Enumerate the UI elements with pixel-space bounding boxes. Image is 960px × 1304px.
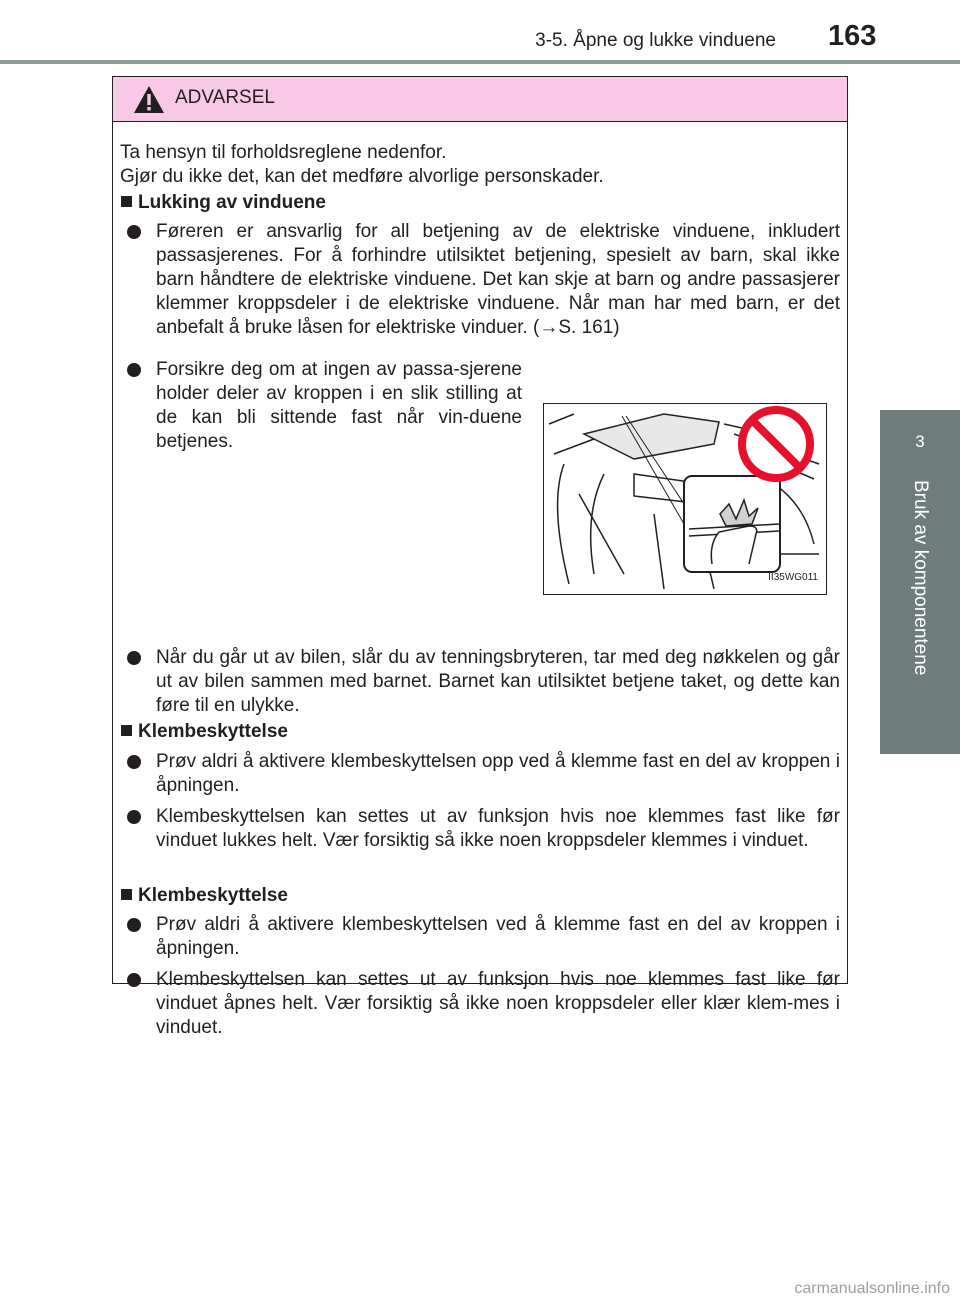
warning-title: ADVARSEL [175,87,275,108]
square-bullet-icon [121,889,132,900]
list-item: Når du går ut av bilen, slår du av tenningsbryteren, tar med deg nøkkelen og går ut av bilen sammen med barnet. Barnet kan utilsiktet betjene taket, og dette kan føre til en ulykke. [156,647,840,716]
page-number: 163 [828,20,877,52]
intro-line-1: Ta hensyn til forholdsreglene nedenfor. [120,142,447,163]
warning-header [113,77,847,122]
section-heading-text: Klembeskyttelse [138,885,288,906]
circle-bullet-icon [127,225,141,239]
circle-bullet-icon [127,810,141,824]
section-title: 3-5. Åpne og lukke vinduene [535,30,776,51]
list-item: Føreren er ansvarlig for all betjening av de elektriske vinduene, inkludert passasjerenes. For å forhindre utilsiktet betjening, spesielt av barn, skal ikke barn håndtere de elektriske vinduene. Det kan skje at barn og andre passasjerer klemmer kroppsdeler i de elektriske vinduene. Når man har med barn, er det anbefalt å bruke låsen for elektriske vinduer. (→S. 161) [156,221,840,338]
intro-line-2: Gjør du ikke det, kan det medføre alvorlige personskader. [120,166,604,187]
chapter-tab [880,410,960,754]
section-heading-text: Klembeskyttelse [138,721,288,742]
circle-bullet-icon [127,755,141,769]
circle-bullet-icon [127,363,141,377]
section-heading-text: Lukking av vinduene [138,192,326,213]
circle-bullet-icon [127,973,141,987]
circle-bullet-icon [127,918,141,932]
square-bullet-icon [121,196,132,207]
list-item: Prøv aldri å aktivere klembeskyttelsen ved å klemme fast en del av kroppen i åpningen. [156,914,840,959]
square-bullet-icon [121,725,132,736]
header-rule [0,60,960,64]
window-pinch-illustration [543,403,827,595]
warning-triangle-icon [133,85,165,114]
illustration-code: II35WG011 [768,572,818,583]
section-heading [121,191,326,215]
circle-bullet-icon [127,651,141,665]
warning-box [112,76,848,1038]
list-item: Prøv aldri å aktivere klembeskyttelsen opp ved å klemme fast en del av kroppen i åpningen. [156,751,840,796]
list-item: Klembeskyttelsen kan settes ut av funksjon hvis noe klemmes fast like før vinduet lukkes helt. Vær forsiktig så ikke noen kroppsdeler klemmes i vinduet. [156,806,840,851]
warning-intro [120,141,840,189]
chapter-label: Bruk av komponentene [910,480,931,676]
chapter-number: 3 [915,432,925,451]
list-item: Klembeskyttelsen kan settes ut av funksjon hvis noe klemmes fast like før vinduet åpnes helt. Vær forsiktig så ikke noen kroppsdeler eller klær klem-mes i vinduet. [156,969,840,1038]
list-item: Forsikre deg om at ingen av passa-sjerene holder deler av kroppen i en slik stilling at de kan bli sittende fast når vin-duene betjenes. [156,359,522,452]
section-heading [121,884,288,908]
footer-watermark: carmanualsonline.info [794,1280,950,1297]
section-heading [121,720,288,744]
